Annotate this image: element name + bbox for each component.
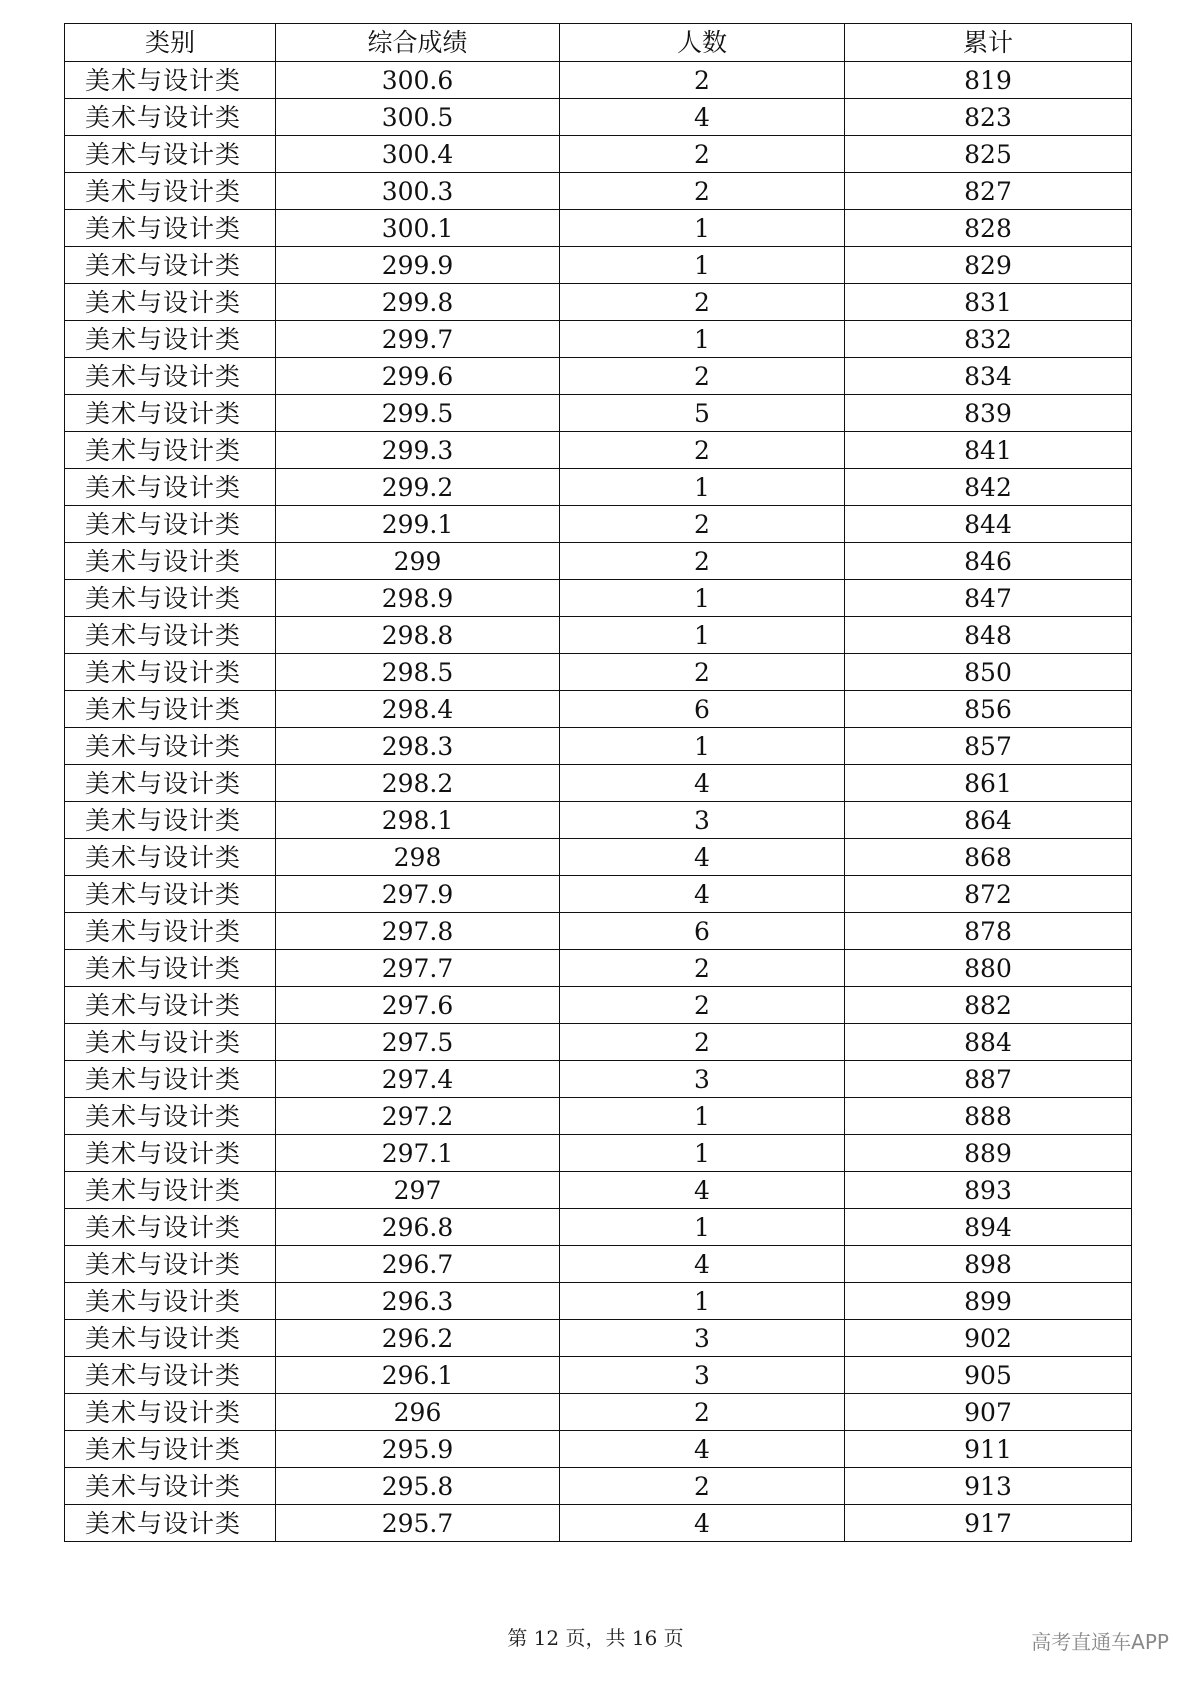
score-cell: 299.5 [276,395,560,432]
cumulative-cell: 834 [845,358,1132,395]
score-cell: 299.9 [276,247,560,284]
table-row [65,802,1132,839]
category-cell: 美术与设计类 [65,432,276,469]
cumulative-cell: 861 [845,765,1132,802]
score-table [64,23,1132,1542]
score-cell: 299.2 [276,469,560,506]
count-cell: 4 [560,1431,845,1468]
page-number: 第 12 页，共 16 页 [507,1626,684,1650]
cumulative-cell: 857 [845,728,1132,765]
cumulative-cell: 872 [845,876,1132,913]
score-cell: 298.2 [276,765,560,802]
table-row [65,1246,1132,1283]
cumulative-cell: 899 [845,1283,1132,1320]
cumulative-cell: 844 [845,506,1132,543]
score-cell: 300.6 [276,62,560,99]
category-cell: 美术与设计类 [65,1320,276,1357]
table-header-row [65,24,1132,62]
table-row [65,913,1132,950]
category-cell: 美术与设计类 [65,691,276,728]
score-cell: 299.1 [276,506,560,543]
table-row [65,1061,1132,1098]
score-cell: 297.2 [276,1098,560,1135]
score-cell: 300.4 [276,136,560,173]
score-cell: 298 [276,839,560,876]
score-cell: 298.8 [276,617,560,654]
table-row [65,1172,1132,1209]
category-cell: 美术与设计类 [65,358,276,395]
table-row [65,1098,1132,1135]
table-row [65,173,1132,210]
score-cell: 296.2 [276,1320,560,1357]
count-cell: 1 [560,1098,845,1135]
count-cell: 2 [560,1024,845,1061]
cumulative-cell: 831 [845,284,1132,321]
count-cell: 6 [560,913,845,950]
cumulative-cell: 839 [845,395,1132,432]
category-cell: 美术与设计类 [65,62,276,99]
category-cell: 美术与设计类 [65,1468,276,1505]
count-cell: 2 [560,506,845,543]
table-row [65,1320,1132,1357]
cumulative-cell: 887 [845,1061,1132,1098]
score-cell: 298.4 [276,691,560,728]
table-row [65,395,1132,432]
cumulative-cell: 882 [845,987,1132,1024]
count-cell: 1 [560,617,845,654]
count-cell: 2 [560,1468,845,1505]
score-cell: 296.1 [276,1357,560,1394]
score-cell: 297.8 [276,913,560,950]
cumulative-cell: 880 [845,950,1132,987]
score-cell: 295.7 [276,1505,560,1542]
score-cell: 299.3 [276,432,560,469]
count-cell: 1 [560,580,845,617]
score-cell: 296.8 [276,1209,560,1246]
table-row [65,247,1132,284]
table-row [65,654,1132,691]
category-cell: 美术与设计类 [65,617,276,654]
table-row [65,1505,1132,1542]
count-cell: 2 [560,543,845,580]
category-cell: 美术与设计类 [65,136,276,173]
count-cell: 2 [560,62,845,99]
table-row [65,950,1132,987]
cumulative-cell: 832 [845,321,1132,358]
category-cell: 美术与设计类 [65,1431,276,1468]
category-cell: 美术与设计类 [65,1135,276,1172]
table-row [65,62,1132,99]
header-category: 类别 [65,24,276,62]
category-cell: 美术与设计类 [65,950,276,987]
cumulative-cell: 819 [845,62,1132,99]
category-cell: 美术与设计类 [65,876,276,913]
cumulative-cell: 856 [845,691,1132,728]
count-cell: 4 [560,1172,845,1209]
table-row [65,1468,1132,1505]
category-cell: 美术与设计类 [65,173,276,210]
count-cell: 2 [560,1394,845,1431]
count-cell: 3 [560,1357,845,1394]
table-row [65,506,1132,543]
category-cell: 美术与设计类 [65,802,276,839]
cumulative-cell: 884 [845,1024,1132,1061]
score-cell: 295.9 [276,1431,560,1468]
cumulative-cell: 848 [845,617,1132,654]
category-cell: 美术与设计类 [65,1024,276,1061]
score-cell: 298.5 [276,654,560,691]
count-cell: 1 [560,728,845,765]
cumulative-cell: 893 [845,1172,1132,1209]
count-cell: 3 [560,802,845,839]
header-cumulative: 累计 [845,24,1132,62]
count-cell: 1 [560,1209,845,1246]
header-count: 人数 [560,24,845,62]
table-row [65,210,1132,247]
count-cell: 3 [560,1320,845,1357]
table-row [65,728,1132,765]
category-cell: 美术与设计类 [65,1098,276,1135]
count-cell: 4 [560,765,845,802]
table-row [65,1209,1132,1246]
score-cell: 297.5 [276,1024,560,1061]
score-cell: 300.5 [276,99,560,136]
count-cell: 4 [560,876,845,913]
count-cell: 2 [560,950,845,987]
table-row [65,580,1132,617]
category-cell: 美术与设计类 [65,1172,276,1209]
cumulative-cell: 846 [845,543,1132,580]
table-row [65,136,1132,173]
table-row [65,432,1132,469]
table-row [65,987,1132,1024]
score-cell: 297.6 [276,987,560,1024]
cumulative-cell: 889 [845,1135,1132,1172]
count-cell: 5 [560,395,845,432]
header-score: 综合成绩 [276,24,560,62]
category-cell: 美术与设计类 [65,1394,276,1431]
table-row [65,1283,1132,1320]
score-cell: 297.4 [276,1061,560,1098]
cumulative-cell: 850 [845,654,1132,691]
table-row [65,617,1132,654]
cumulative-cell: 868 [845,839,1132,876]
count-cell: 4 [560,1246,845,1283]
cumulative-cell: 913 [845,1468,1132,1505]
category-cell: 美术与设计类 [65,1357,276,1394]
cumulative-cell: 828 [845,210,1132,247]
score-cell: 298.9 [276,580,560,617]
table-row [65,1357,1132,1394]
category-cell: 美术与设计类 [65,506,276,543]
table-row [65,1431,1132,1468]
table-row [65,1024,1132,1061]
category-cell: 美术与设计类 [65,1283,276,1320]
cumulative-cell: 864 [845,802,1132,839]
table-row [65,543,1132,580]
count-cell: 3 [560,1061,845,1098]
cumulative-cell: 911 [845,1431,1132,1468]
count-cell: 1 [560,321,845,358]
table-row [65,765,1132,802]
cumulative-cell: 823 [845,99,1132,136]
count-cell: 1 [560,1135,845,1172]
category-cell: 美术与设计类 [65,654,276,691]
cumulative-cell: 827 [845,173,1132,210]
score-cell: 299.8 [276,284,560,321]
count-cell: 1 [560,469,845,506]
category-cell: 美术与设计类 [65,321,276,358]
category-cell: 美术与设计类 [65,1246,276,1283]
count-cell: 2 [560,358,845,395]
score-cell: 298.1 [276,802,560,839]
cumulative-cell: 902 [845,1320,1132,1357]
cumulative-cell: 888 [845,1098,1132,1135]
category-cell: 美术与设计类 [65,839,276,876]
table-row [65,1394,1132,1431]
count-cell: 2 [560,987,845,1024]
watermark: 高考直通车APP [1031,1630,1169,1654]
count-cell: 4 [560,839,845,876]
count-cell: 4 [560,99,845,136]
count-cell: 2 [560,136,845,173]
count-cell: 4 [560,1505,845,1542]
table-row [65,321,1132,358]
count-cell: 1 [560,247,845,284]
cumulative-cell: 829 [845,247,1132,284]
category-cell: 美术与设计类 [65,210,276,247]
score-cell: 300.1 [276,210,560,247]
category-cell: 美术与设计类 [65,543,276,580]
cumulative-cell: 841 [845,432,1132,469]
category-cell: 美术与设计类 [65,1061,276,1098]
cumulative-cell: 878 [845,913,1132,950]
table-row [65,839,1132,876]
score-cell: 300.3 [276,173,560,210]
category-cell: 美术与设计类 [65,99,276,136]
category-cell: 美术与设计类 [65,247,276,284]
score-cell: 297.9 [276,876,560,913]
count-cell: 2 [560,173,845,210]
cumulative-cell: 847 [845,580,1132,617]
score-cell: 296 [276,1394,560,1431]
score-cell: 299.7 [276,321,560,358]
cumulative-cell: 907 [845,1394,1132,1431]
score-cell: 297 [276,1172,560,1209]
cumulative-cell: 905 [845,1357,1132,1394]
table-row [65,1135,1132,1172]
category-cell: 美术与设计类 [65,469,276,506]
category-cell: 美术与设计类 [65,728,276,765]
category-cell: 美术与设计类 [65,395,276,432]
count-cell: 2 [560,284,845,321]
cumulative-cell: 894 [845,1209,1132,1246]
score-cell: 297.1 [276,1135,560,1172]
category-cell: 美术与设计类 [65,765,276,802]
cumulative-cell: 898 [845,1246,1132,1283]
count-cell: 1 [560,1283,845,1320]
score-cell: 299 [276,543,560,580]
cumulative-cell: 825 [845,136,1132,173]
table-row [65,469,1132,506]
count-cell: 1 [560,210,845,247]
count-cell: 2 [560,654,845,691]
score-cell: 299.6 [276,358,560,395]
table-row [65,99,1132,136]
category-cell: 美术与设计类 [65,580,276,617]
table-row [65,691,1132,728]
score-cell: 298.3 [276,728,560,765]
cumulative-cell: 842 [845,469,1132,506]
score-cell: 296.7 [276,1246,560,1283]
category-cell: 美术与设计类 [65,1209,276,1246]
count-cell: 2 [560,432,845,469]
table-row [65,284,1132,321]
table-row [65,358,1132,395]
category-cell: 美术与设计类 [65,987,276,1024]
score-cell: 295.8 [276,1468,560,1505]
table-row [65,876,1132,913]
table-body [65,62,1132,1542]
cumulative-cell: 917 [845,1505,1132,1542]
count-cell: 6 [560,691,845,728]
score-cell: 296.3 [276,1283,560,1320]
category-cell: 美术与设计类 [65,913,276,950]
score-cell: 297.7 [276,950,560,987]
category-cell: 美术与设计类 [65,1505,276,1542]
category-cell: 美术与设计类 [65,284,276,321]
